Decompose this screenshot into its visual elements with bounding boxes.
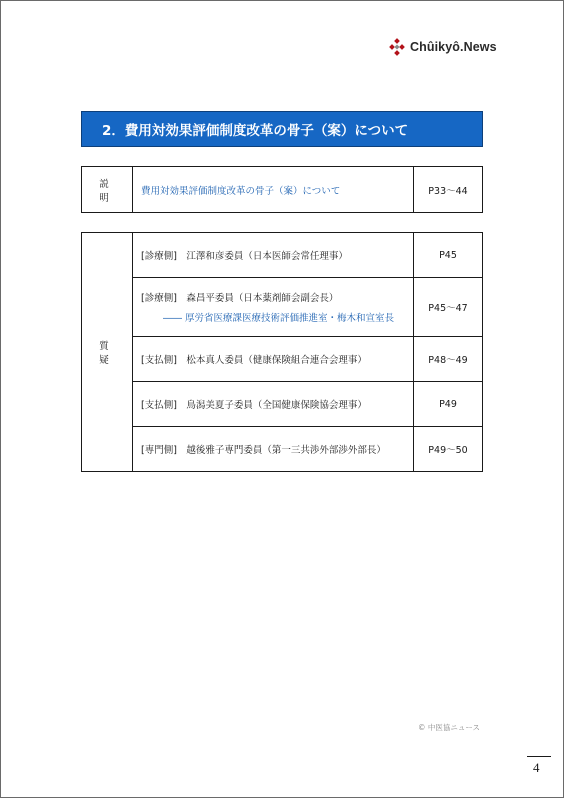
explanation-description (133, 167, 414, 213)
question-row (82, 427, 483, 472)
copyright-notice: © 中医協ニュース (418, 723, 481, 732)
question-speaker (133, 337, 414, 382)
question-speaker (133, 382, 414, 427)
explanation-pages: P33～44 (414, 167, 483, 213)
page-number: 4 (533, 760, 540, 775)
explanation-description-text: 費用対効果評価制度改革の骨子（案）について (141, 185, 341, 197)
question-speaker-text: [専門側] 越後雅子専門委員（第一三共渉外部渉外部長） (141, 445, 386, 456)
question-row (82, 382, 483, 427)
explanation-label: 説 明 (82, 167, 133, 213)
question-speaker (133, 427, 414, 472)
page-number-rule (527, 756, 551, 757)
question-pages: P45 (414, 233, 483, 278)
section-title: 2．費用対効果評価制度改革の骨子（案）について (81, 111, 483, 147)
question-speaker-text: [診療側] 江澤和彦委員（日本医師会常任理事） (141, 251, 348, 262)
question-pages: P49 (414, 382, 483, 427)
question-row (82, 233, 483, 278)
brand-logo (388, 36, 497, 58)
question-pages: P49～50 (414, 427, 483, 472)
question-speaker (133, 233, 414, 278)
question-row (82, 278, 483, 337)
question-speaker-text: [支払側] 松本真人委員（健康保険組合連合会理事） (141, 355, 367, 366)
questions-table (81, 232, 483, 472)
explanation-table (81, 166, 483, 213)
question-speaker-text: [診療側] 森昌平委員（日本薬剤師会副会長） (141, 293, 339, 304)
brand-name: Chûikyô.News (410, 40, 497, 54)
question-speaker-text: [支払側] 鳥潟美夏子委員（全国健康保険協会理事） (141, 400, 367, 411)
questions-label: 質 疑 (82, 233, 133, 472)
question-response-text: ―― 厚労省医療課医療技術評価推進室・梅木和宣室長 (163, 313, 395, 324)
question-row (82, 337, 483, 382)
diamond-logo-icon (388, 38, 406, 56)
question-speaker (133, 278, 414, 337)
question-pages: P48～49 (414, 337, 483, 382)
explanation-row (82, 167, 483, 213)
question-pages: P45～47 (414, 278, 483, 337)
